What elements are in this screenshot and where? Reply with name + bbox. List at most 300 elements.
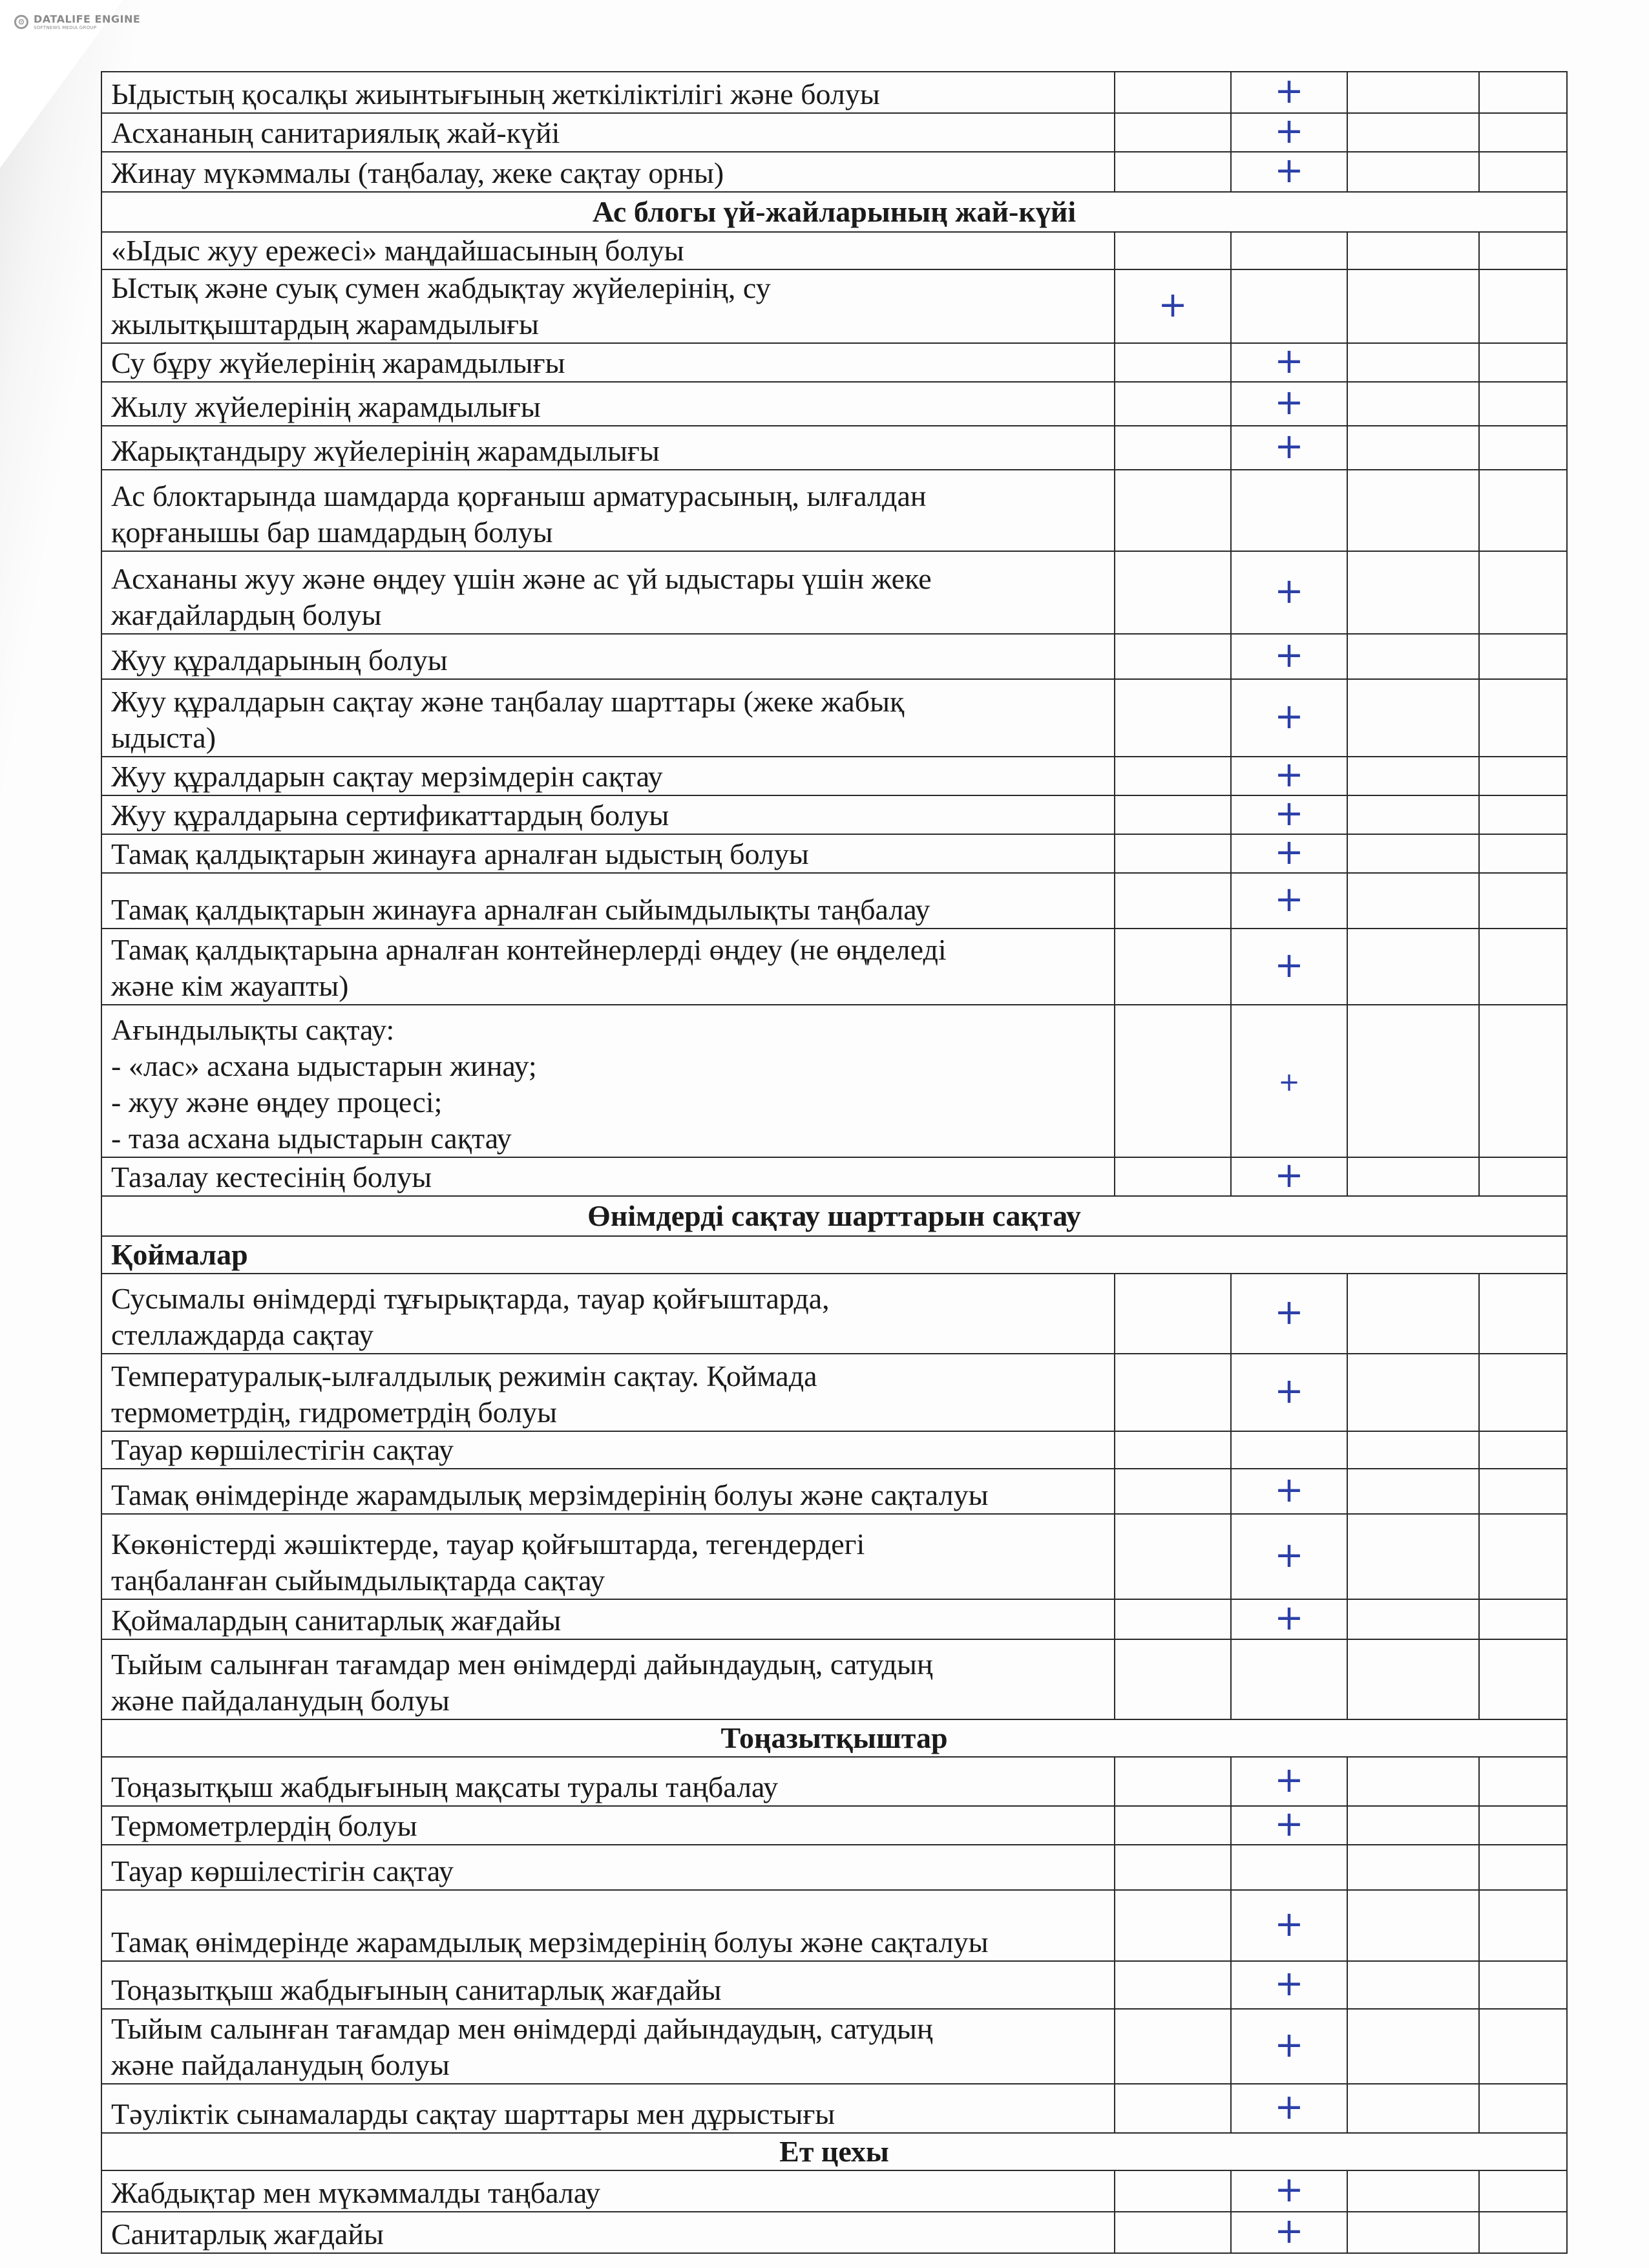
- mark-cell-col3: [1347, 834, 1479, 873]
- criterion-text-line: Тазалау кестесінің болуы: [111, 1160, 432, 1193]
- handwritten-plus-mark: +: [1274, 754, 1304, 795]
- mark-cell-col3: [1347, 1806, 1479, 1845]
- criterion-text-line: термометрдің, гидрометрдің болуы: [111, 1396, 557, 1429]
- handwritten-plus-mark: +: [1274, 1963, 1304, 2004]
- mark-cell-col3: [1347, 873, 1479, 929]
- mark-cell-col4: [1479, 269, 1567, 343]
- mark-cell-col2: [1231, 110, 1347, 152]
- mark-cell-col2: [1231, 1005, 1347, 1157]
- criterion-cell: [101, 1961, 1115, 2009]
- mark-cell-col4: [1479, 2212, 1567, 2253]
- table-row: [101, 343, 1567, 382]
- criterion-cell: [101, 1890, 1115, 1961]
- mark-cell-col1: [1115, 2009, 1231, 2084]
- section-header-row: [101, 192, 1567, 232]
- handwritten-plus-mark: +: [1274, 1292, 1304, 1332]
- section-title: Ас блогы үй-жайларының жай-күйі: [101, 192, 1567, 232]
- handwritten-plus-mark: +: [1274, 150, 1304, 191]
- mark-cell-col4: [1479, 1469, 1567, 1514]
- mark-cell-col1: [1115, 757, 1231, 795]
- criterion-text-line: және пайдаланудың болуы: [111, 1684, 450, 1717]
- handwritten-plus-mark: +: [1274, 1597, 1304, 1638]
- criterion-text-line: Тамақ қалдықтарын жинауға арналған ыдыстың болуы: [111, 837, 809, 870]
- mark-cell-col1: [1115, 551, 1231, 634]
- criterion-text-line: Тәуліктік сынамаларды сақтау шарттары мен дұрыстығы: [111, 2097, 835, 2130]
- criterion-cell: [101, 634, 1115, 679]
- section-title: Тоңазытқыштар: [101, 1719, 1567, 1757]
- mark-cell-col2: [1231, 551, 1347, 634]
- mark-cell-col3: [1347, 382, 1479, 426]
- mark-cell-col2: [1231, 72, 1347, 113]
- mark-cell-col2: [1231, 834, 1347, 873]
- criterion-cell: [101, 1469, 1115, 1514]
- table-row: [101, 1757, 1567, 1806]
- criterion-cell: [101, 1431, 1115, 1469]
- criterion-text-line: Жуу құралдарының болуы: [111, 644, 448, 677]
- mark-cell-col2: [1231, 2009, 1347, 2084]
- mark-cell-col3: [1347, 551, 1479, 634]
- mark-cell-col2: [1231, 2212, 1347, 2253]
- mark-cell-col2: [1231, 679, 1347, 757]
- criterion-text-line: Қоймалардың санитарлық жағдайы: [111, 1604, 562, 1637]
- mark-cell-col2: [1231, 1599, 1347, 1639]
- mark-cell-col4: [1479, 1157, 1567, 1196]
- mark-cell-col2: [1231, 1890, 1347, 1961]
- mark-cell-col3: [1347, 2170, 1479, 2212]
- mark-cell-col1: [1115, 1961, 1231, 2009]
- mark-cell-col4: [1479, 2084, 1567, 2133]
- criterion-text-line: стеллаждарда сақтау: [111, 1318, 374, 1351]
- mark-cell-col4: [1479, 72, 1567, 113]
- criterion-cell: [101, 1806, 1115, 1845]
- criterion-text-line: Су бұру жүйелерінің жарамдылығы: [111, 346, 565, 379]
- criterion-text-line: Тауар көршілестігін сақтау: [111, 1854, 454, 1887]
- criterion-text-line: және кім жауапты): [111, 969, 349, 1002]
- mark-cell-col1: [1115, 152, 1231, 192]
- mark-cell-col3: [1347, 1757, 1479, 1806]
- mark-cell-col2: [1231, 873, 1347, 929]
- handwritten-plus-mark: +: [1274, 70, 1304, 111]
- handwritten-plus-mark: +: [1274, 1803, 1304, 1844]
- handwritten-plus-mark: +: [1274, 635, 1304, 675]
- mark-cell-col3: [1347, 795, 1479, 834]
- mark-cell-col3: [1347, 1274, 1479, 1354]
- handwritten-plus-mark: +: [1274, 945, 1304, 985]
- mark-cell-col4: [1479, 152, 1567, 192]
- handwritten-plus-mark: +: [1274, 1155, 1304, 1195]
- subsection-header-row: [101, 1236, 1567, 1274]
- table-row: [101, 679, 1567, 757]
- mark-cell-col3: [1347, 1005, 1479, 1157]
- mark-cell-col4: [1479, 113, 1567, 152]
- mark-cell-col1: [1115, 2212, 1231, 2253]
- mark-cell-col4: [1479, 1354, 1567, 1431]
- criterion-cell: [101, 929, 1115, 1005]
- mark-cell-col4: [1479, 426, 1567, 470]
- criterion-cell: [101, 1845, 1115, 1890]
- table-row: [101, 873, 1567, 929]
- handwritten-plus-mark: +: [1274, 2169, 1304, 2210]
- mark-cell-col1: [1115, 113, 1231, 152]
- mark-cell-col1: [1115, 834, 1231, 873]
- mark-cell-col4: [1479, 1639, 1567, 1719]
- handwritten-plus-mark: +: [1274, 1469, 1304, 1510]
- criterion-text-line: Тоңазытқыш жабдығының санитарлық жағдайы: [111, 1973, 722, 2006]
- handwritten-plus-mark: +: [1274, 1370, 1304, 1411]
- criterion-cell: [101, 2170, 1115, 2212]
- table-row: [101, 1431, 1567, 1469]
- table-row: [101, 757, 1567, 795]
- mark-cell-col1: [1115, 634, 1231, 679]
- criterion-cell: [101, 795, 1115, 834]
- mark-cell-col3: [1347, 1639, 1479, 1719]
- mark-cell-col2: [1231, 634, 1347, 679]
- criterion-text-line: Тамақ өнімдерінде жарамдылық мерзімдерінің болуы және сақталуы: [111, 1926, 989, 1958]
- mark-cell-col2: [1231, 1469, 1347, 1514]
- table-row: [101, 152, 1567, 192]
- mark-cell-col2: [1231, 2170, 1347, 2212]
- mark-cell-col1: [1115, 72, 1231, 113]
- handwritten-plus-mark: +: [1274, 696, 1304, 737]
- criterion-text-line: Тоңазытқыш жабдығының мақсаты туралы таңбалау: [111, 1770, 779, 1803]
- mark-cell-col4: [1479, 1005, 1567, 1157]
- mark-cell-col4: [1479, 1806, 1567, 1845]
- table-row: [101, 1806, 1567, 1845]
- mark-cell-col4: [1479, 1274, 1567, 1354]
- table-row: [101, 113, 1567, 152]
- mark-cell-col1: [1115, 1274, 1231, 1354]
- mark-cell-col3: [1347, 426, 1479, 470]
- mark-cell-col3: [1347, 2212, 1479, 2253]
- mark-cell-col1: [1115, 1639, 1231, 1719]
- criterion-text-line: Жылу жүйелерінің жарамдылығы: [111, 390, 541, 423]
- criterion-text-line: ыдыста): [111, 721, 216, 754]
- table-row: [101, 269, 1567, 343]
- mark-cell-col4: [1479, 1514, 1567, 1599]
- mark-cell-col2: [1231, 269, 1347, 343]
- mark-cell-col1: [1115, 679, 1231, 757]
- table-row: [101, 2170, 1567, 2212]
- criterion-text-line: Жуу құралдарына сертификаттардың болуы: [111, 799, 669, 832]
- mark-cell-col2: [1231, 1639, 1347, 1719]
- criterion-cell: [101, 1639, 1115, 1719]
- criterion-text-line: Тыйым салынған тағамдар мен өнімдерді дайындаудың, сатудың: [111, 2012, 933, 2045]
- criterion-text-line: таңбаланған сыйымдылықтарда сақтау: [111, 1564, 605, 1597]
- mark-cell-col1: [1115, 232, 1231, 269]
- handwritten-plus-mark: +: [1274, 2210, 1304, 2251]
- criterion-text-line: Жуу құралдарын сақтау мерзімдерін сақтау: [111, 760, 663, 793]
- criterion-text-line: Жуу құралдарын сақтау және таңбалау шарттары (жеке жабық: [111, 685, 905, 718]
- table-row: [101, 634, 1567, 679]
- criterion-text-line: Тамақ қалдықтарына арналған контейнерлерді өңдеу (не өңделеді: [111, 933, 947, 966]
- mark-cell-col2: [1231, 1845, 1347, 1890]
- criterion-text-line: Асхананың санитариялық жай-күйі: [111, 116, 560, 149]
- section-header-row: [101, 1719, 1567, 1757]
- criterion-cell: [101, 113, 1115, 152]
- table-row: [101, 1469, 1567, 1514]
- criterion-text-line: Санитарлық жағдайы: [111, 2218, 384, 2251]
- mark-cell-col4: [1479, 1890, 1567, 1961]
- section-title: Ет цехы: [101, 2133, 1567, 2170]
- handwritten-plus-mark: +: [1274, 1535, 1304, 1575]
- mark-cell-col2: [1231, 1157, 1347, 1196]
- mark-cell-col3: [1347, 757, 1479, 795]
- mark-cell-col1: [1115, 1469, 1231, 1514]
- mark-cell-col3: [1347, 929, 1479, 1005]
- table-row: [101, 470, 1567, 551]
- mark-cell-col2: [1231, 152, 1347, 192]
- mark-cell-col3: [1347, 1157, 1479, 1196]
- checklist-body: [101, 72, 1567, 2253]
- criterion-text-line: Жарықтандыру жүйелерінің жарамдылығы: [111, 434, 660, 467]
- criterion-text-line: Көкөністерді жәшіктерде, тауар қойғыштарда, тегендердегі: [111, 1528, 865, 1560]
- mark-cell-col2: [1231, 1274, 1347, 1354]
- mark-cell-col3: [1347, 1845, 1479, 1890]
- table-row: [101, 551, 1567, 634]
- mark-cell-col4: [1479, 834, 1567, 873]
- mark-cell-col2: [1231, 2084, 1347, 2133]
- handwritten-plus-mark: +: [1274, 2086, 1304, 2127]
- criterion-text-line: жағдайлардың болуы: [111, 598, 382, 631]
- table-row: [101, 1157, 1567, 1196]
- mark-cell-col4: [1479, 757, 1567, 795]
- mark-cell-col1: [1115, 1005, 1231, 1157]
- criterion-cell: [101, 757, 1115, 795]
- mark-cell-col1: [1115, 1757, 1231, 1806]
- handwritten-plus-mark: +: [1274, 793, 1304, 834]
- table-row: [101, 1354, 1567, 1431]
- mark-cell-col1: [1115, 343, 1231, 382]
- criterion-text-line: Тамақ қалдықтарын жинауға арналған сыйымдылықты таңбалау: [111, 893, 930, 926]
- handwritten-plus-mark: +: [1274, 426, 1304, 467]
- mark-cell-col3: [1347, 232, 1479, 269]
- criterion-cell: [101, 1157, 1115, 1196]
- criterion-cell: [101, 1005, 1115, 1157]
- criterion-text-line: Термометрлердің болуы: [111, 1809, 417, 1842]
- criterion-cell: [101, 382, 1115, 426]
- section-header-row: [101, 1196, 1567, 1236]
- table-row: [101, 232, 1567, 269]
- mark-cell-col2: [1231, 929, 1347, 1005]
- mark-cell-col2: [1231, 470, 1347, 551]
- criterion-text-line: қорғанышы бар шамдардың болуы: [111, 516, 553, 549]
- criterion-cell: [101, 551, 1115, 634]
- criterion-cell: [101, 1757, 1115, 1806]
- criterion-text-line: Сусымалы өнімдерді тұғырықтарда, тауар қойғыштарда,: [111, 1282, 830, 1315]
- section-header-row: [101, 2133, 1567, 2170]
- table-row: [101, 1639, 1567, 1719]
- handwritten-plus-mark: +: [1274, 1904, 1304, 1944]
- mark-cell-col2: [1231, 382, 1347, 426]
- mark-cell-col2: [1231, 1803, 1347, 1845]
- criterion-cell: [101, 152, 1115, 192]
- mark-cell-col3: [1347, 679, 1479, 757]
- handwritten-plus-mark: +: [1278, 1067, 1300, 1097]
- mark-cell-col3: [1347, 470, 1479, 551]
- mark-cell-col2: [1231, 1757, 1347, 1806]
- table-row: [101, 426, 1567, 470]
- logo-name: DATALIFE ENGINE: [34, 13, 141, 25]
- mark-cell-col4: [1479, 929, 1567, 1005]
- mark-cell-col3: [1347, 1469, 1479, 1514]
- table-row: [101, 2009, 1567, 2084]
- mark-cell-col3: [1347, 72, 1479, 113]
- mark-cell-col1: [1115, 1845, 1231, 1890]
- logo-text-block: [34, 13, 140, 30]
- mark-cell-col4: [1479, 1757, 1567, 1806]
- mark-cell-col1: [1115, 1514, 1231, 1599]
- mark-cell-col3: [1347, 152, 1479, 192]
- table-row: [101, 72, 1567, 113]
- criterion-text-line: Асхананы жуу және өңдеу үшін және ас үй ыдыстары үшін жеке: [111, 562, 932, 595]
- criterion-cell: [101, 1274, 1115, 1354]
- mark-cell-col3: [1347, 269, 1479, 343]
- subsection-title: Қоймалар: [101, 1236, 1567, 1274]
- criterion-text-line: - таза асхана ыдыстарын сақтау: [111, 1122, 512, 1155]
- table-row: [101, 1961, 1567, 2009]
- mark-cell-col4: [1479, 634, 1567, 679]
- mark-cell-col1: [1115, 470, 1231, 551]
- table-row: [101, 1599, 1567, 1639]
- criterion-cell: [101, 873, 1115, 929]
- mark-cell-col4: [1479, 382, 1567, 426]
- mark-cell-col3: [1347, 1599, 1479, 1639]
- mark-cell-col3: [1347, 1514, 1479, 1599]
- criterion-text-line: Ағындылықты сақтау:: [111, 1013, 395, 1046]
- handwritten-plus-mark: +: [1274, 382, 1304, 423]
- table-row: [101, 1890, 1567, 1961]
- mark-cell-col4: [1479, 679, 1567, 757]
- mark-cell-col1: [1115, 795, 1231, 834]
- criterion-text-line: жылытқыштардың жарамдылығы: [111, 308, 539, 341]
- criterion-cell: [101, 269, 1115, 343]
- table-row: [101, 1005, 1567, 1157]
- mark-cell-col2: [1231, 754, 1347, 795]
- mark-cell-col1: [1115, 929, 1231, 1005]
- criterion-text-line: Жабдықтар мен мүкәммалды таңбалау: [111, 2176, 600, 2209]
- criterion-cell: [101, 834, 1115, 873]
- mark-cell-col1: [1115, 1599, 1231, 1639]
- criterion-text-line: Тамақ өнімдерінде жарамдылық мерзімдерінің болуы және сақталуы: [111, 1478, 989, 1511]
- mark-cell-col4: [1479, 2170, 1567, 2212]
- criterion-text-line: - «лас» асхана ыдыстарын жинау;: [111, 1049, 537, 1082]
- table-row: [101, 795, 1567, 834]
- mark-cell-col3: [1347, 634, 1479, 679]
- criterion-text-line: Ыдыстың қосалқы жиынтығының жеткіліктілігі және болуы: [111, 78, 880, 110]
- checklist-table: [101, 71, 1568, 2254]
- criterion-text-line: Тауар көршілестігін сақтау: [111, 1433, 454, 1466]
- mark-cell-col2: [1231, 232, 1347, 269]
- mark-cell-col3: [1347, 2084, 1479, 2133]
- gear-logo-icon: ⚙: [14, 15, 28, 29]
- mark-cell-col1: [1115, 1354, 1231, 1431]
- watermark-logo: [14, 13, 140, 30]
- criterion-cell: [101, 2084, 1115, 2133]
- mark-cell-col1: [1115, 1431, 1231, 1469]
- criterion-text-line: Тыйым салынған тағамдар мен өнімдерді дайындаудың, сатудың: [111, 1648, 933, 1681]
- mark-cell-col2: [1231, 343, 1347, 382]
- table-row: [101, 1514, 1567, 1599]
- criterion-cell: [101, 232, 1115, 269]
- mark-cell-col4: [1479, 232, 1567, 269]
- criterion-text-line: Жинау мүкәммалы (таңбалау, жеке сақтау орны): [111, 156, 724, 189]
- criterion-cell: [101, 2212, 1115, 2253]
- mark-cell-col3: [1347, 113, 1479, 152]
- criterion-cell: [101, 2009, 1115, 2084]
- criterion-cell: [101, 72, 1115, 113]
- handwritten-plus-mark: +: [1274, 2024, 1304, 2065]
- mark-cell-col2: [1231, 1961, 1347, 2009]
- mark-cell-col1: [1115, 1157, 1231, 1196]
- table-row: [101, 382, 1567, 426]
- mark-cell-col1: [1115, 873, 1231, 929]
- table-row: [101, 929, 1567, 1005]
- mark-cell-col1: [1115, 269, 1231, 343]
- mark-cell-col2: [1231, 795, 1347, 834]
- mark-cell-col4: [1479, 551, 1567, 634]
- mark-cell-col3: [1347, 1890, 1479, 1961]
- criterion-cell: [101, 1514, 1115, 1599]
- criterion-cell: [101, 470, 1115, 551]
- logo-tagline: SOFTNEWS MEDIA GROUP: [34, 25, 97, 30]
- mark-cell-col4: [1479, 795, 1567, 834]
- mark-cell-col1: [1115, 382, 1231, 426]
- mark-cell-col2: [1231, 426, 1347, 470]
- table-row: [101, 1845, 1567, 1890]
- mark-cell-col1: [1115, 2170, 1231, 2212]
- criterion-cell: [101, 679, 1115, 757]
- mark-cell-col4: [1479, 1599, 1567, 1639]
- handwritten-plus-mark: +: [1274, 832, 1304, 872]
- table-row: [101, 2212, 1567, 2253]
- mark-cell-col2: [1231, 1431, 1347, 1469]
- mark-cell-col2: [1231, 1354, 1347, 1431]
- criterion-cell: [101, 1599, 1115, 1639]
- mark-cell-col4: [1479, 2009, 1567, 2084]
- criterion-text-line: Температуралық-ылғалдылық режимін сақтау. Қоймада: [111, 1360, 817, 1392]
- handwritten-plus-mark: +: [1274, 879, 1304, 919]
- mark-cell-col4: [1479, 1431, 1567, 1469]
- mark-cell-col3: [1347, 2009, 1479, 2084]
- mark-cell-col1: [1115, 1890, 1231, 1961]
- mark-cell-col1: [1115, 2084, 1231, 2133]
- mark-cell-col3: [1347, 1961, 1479, 2009]
- mark-cell-col4: [1479, 343, 1567, 382]
- mark-cell-col3: [1347, 1431, 1479, 1469]
- criterion-text-line: «Ыдыс жуу ережесі» маңдайшасының болуы: [111, 234, 684, 267]
- criterion-text-line: және пайдаланудың болуы: [111, 2048, 450, 2081]
- mark-cell-col4: [1479, 1961, 1567, 2009]
- handwritten-plus-mark: +: [1274, 571, 1304, 611]
- mark-cell-col3: [1347, 1354, 1479, 1431]
- mark-cell-col1: [1115, 426, 1231, 470]
- handwritten-plus-mark: +: [1274, 341, 1304, 381]
- section-title: Өнімдерді сақтау шарттарын сақтау: [101, 1196, 1567, 1236]
- handwritten-plus-mark: +: [1274, 110, 1304, 151]
- table-row: [101, 834, 1567, 873]
- criterion-cell: [101, 426, 1115, 470]
- handwritten-plus-mark: +: [1158, 284, 1188, 325]
- criterion-text-line: Ыстық және суық сумен жабдықтау жүйелерінің, су: [111, 271, 771, 304]
- mark-cell-col4: [1479, 1845, 1567, 1890]
- mark-cell-col1: [1115, 1806, 1231, 1845]
- criterion-text-line: - жуу және өңдеу процесі;: [111, 1086, 443, 1118]
- criterion-cell: [101, 343, 1115, 382]
- criterion-text-line: Ас блоктарында шамдарда қорғаныш арматурасының, ылғалдан: [111, 479, 927, 512]
- mark-cell-col4: [1479, 873, 1567, 929]
- table-row: [101, 2084, 1567, 2133]
- table-row: [101, 1274, 1567, 1354]
